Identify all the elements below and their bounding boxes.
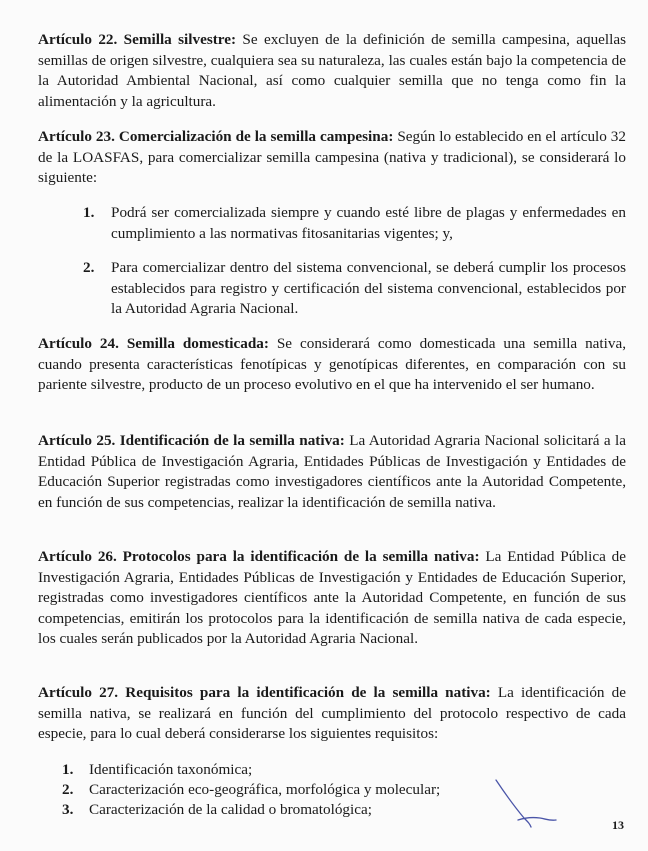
list-text: Caracterización eco-geográfica, morfológica y molecular; [89,781,441,798]
article-heading: Artículo 26. Protocolos para la identificación de la semilla nativa: [38,548,480,565]
article-heading: Artículo 23. Comercialización de la semilla campesina: [38,128,394,145]
list-number: 2. [83,259,95,276]
list-number: 1. [83,204,95,221]
list-text: Identificación taxonómica; [89,761,253,778]
signature-mark [490,772,560,832]
list-text: Caracterización de la calidad o bromatológica; [89,801,372,818]
list-number: 3. [62,801,74,818]
article-body: La Autoridad Agraria Nacional solicitará a la Entidad Pública de Investigación Agraria, Entidades Públicas de Investigación y Entidades de Educación Superior registradas como investigadores científicos ante la Autoridad Competente, en función de sus competencias, realizar la identificación de semilla nativa. [38,432,627,511]
list-number: 2. [62,781,74,798]
article-heading: Artículo 27. Requisitos para la identificación de la semilla nativa: [38,684,491,701]
article-23 [38,127,626,189]
list-item [83,258,626,320]
article-body: Se excluyen de la definición de semilla campesina, aquellas semillas de origen silvestre, cualquiera sea su naturaleza, las cuales están bajo la competencia de la Autoridad Ambiental Nacional, así como cualquier semilla que no tenga como fin la alimentación y la agricultura. [38,31,626,110]
article-body: La Entidad Pública de Investigación Agraria, Entidades Públicas de Investigación y Entidades de Educación Superior, registradas como investigadores científicos ante la Autoridad Competente, en función de sus competencias, emitirán los protocolos para la identificación de semilla nativa de cada especie, los cuales serán publicados por la Autoridad Agraria Nacional. [38,548,626,648]
article-24 [38,334,626,396]
list-text: Podrá ser comercializada siempre y cuando esté libre de plagas y enfermedades en cumplimiento a las normativas fitosanitarias vigentes; y, [111,204,626,242]
article-body: Se considerará como domesticada una semilla nativa, cuando presenta características fenotípicas y genotípicas diferentes, en comparación con su pariente silvestre, producto de un proceso evolutivo en el que ha intervenido el ser humano. [38,335,626,394]
list-text: Para comercializar dentro del sistema convencional, se deberá cumplir los procesos establecidos para registro y certificación del sistema convencional, establecidos por la Autoridad Agraria Nacional. [111,259,626,318]
page-number: 13 [612,818,624,832]
article-body: Según lo establecido en el artículo 32 de la LOASFAS, para comercializar semilla campesina (nativa y tradicional), se considerará lo siguiente: [38,128,626,187]
list-item [83,203,626,244]
article-heading: Artículo 24. Semilla domesticada: [38,335,269,352]
article-22 [38,30,626,112]
article-27 [38,683,626,745]
article-26 [38,547,626,650]
article-heading: Artículo 25. Identificación de la semilla nativa: [38,432,345,449]
article-heading: Artículo 22. Semilla silvestre: [38,31,237,48]
article-body: La identificación de semilla nativa, se realizará en función del cumplimiento del protocolo respectivo de cada especie, para lo cual deberá considerarse los siguientes requisitos: [38,684,626,743]
article-25 [38,431,626,513]
list-number: 1. [62,761,74,778]
